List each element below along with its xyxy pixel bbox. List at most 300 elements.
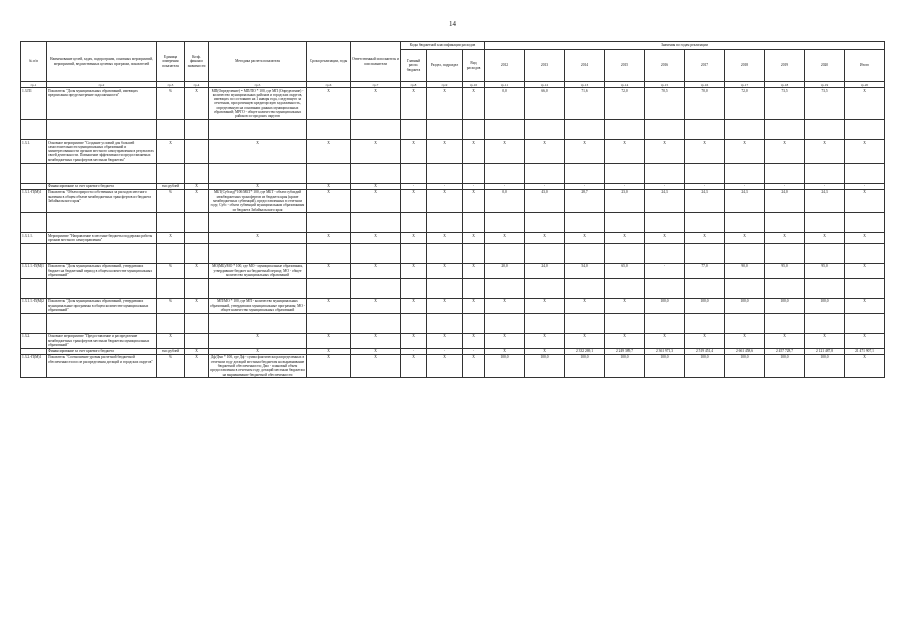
row-year-value: 100,0 bbox=[765, 298, 805, 313]
row-year-value: 73,5 bbox=[765, 88, 805, 120]
header-year-2013: 2013 bbox=[525, 50, 565, 82]
row-year-value: - bbox=[605, 183, 645, 189]
spacer-cell bbox=[463, 213, 485, 233]
column-number-cell: гр.19 bbox=[805, 82, 845, 88]
spacer-cell bbox=[185, 313, 209, 333]
row-method: МБТ(Субсид)*100/МБТ* 100, где МБТ - объем субсидий межбюджетных трансфертов из бюджета края (кроме межбюджетных субвенций), предоставленных в отчетном году; Субс - объем субвенций муниципальным образованиям из бюджета Забайкальского края bbox=[209, 189, 307, 212]
spacer-cell bbox=[185, 278, 209, 298]
spacer-cell bbox=[351, 278, 401, 298]
row-year-value: Х bbox=[485, 233, 525, 244]
column-number-cell: гр.11 bbox=[485, 82, 525, 88]
row-year-value: Х bbox=[845, 333, 885, 348]
row-year-value: Х bbox=[845, 189, 885, 212]
row-grbs: Х bbox=[401, 298, 427, 313]
spacer-cell bbox=[845, 313, 885, 333]
spacer-cell bbox=[845, 213, 885, 233]
program-table-wrapper bbox=[20, 41, 884, 378]
page-number: 14 bbox=[449, 20, 456, 28]
spacer-cell bbox=[21, 278, 47, 298]
row-year-value: 100,0 bbox=[645, 298, 685, 313]
spacer-cell bbox=[427, 120, 463, 140]
spacer-cell bbox=[47, 163, 157, 183]
header-year-2018: 2018 bbox=[725, 50, 765, 82]
row-method: Х bbox=[209, 233, 307, 244]
spacer-cell bbox=[21, 120, 47, 140]
table-row bbox=[21, 189, 885, 212]
header-year-2017: 2017 bbox=[685, 50, 725, 82]
header-expense-type: Вид расходов bbox=[463, 50, 485, 82]
spacer-cell bbox=[685, 278, 725, 298]
spacer-cell bbox=[765, 243, 805, 263]
spacer-cell bbox=[805, 120, 845, 140]
row-code: 1.3.1.-П(М)1 bbox=[21, 189, 47, 212]
spacer-cell bbox=[845, 278, 885, 298]
row-year-value: Х bbox=[485, 298, 525, 313]
row-coef: Х bbox=[185, 354, 209, 377]
row-section: Х bbox=[427, 189, 463, 212]
row-year-value: 100,0 bbox=[725, 298, 765, 313]
row-year-value: 72,0 bbox=[605, 88, 645, 120]
header-year-2014: 2014 bbox=[565, 50, 605, 82]
spacer-cell bbox=[209, 243, 307, 263]
row-responsible: Х bbox=[351, 183, 401, 189]
header-method: Методика расчета показателя bbox=[209, 42, 307, 82]
spacer-cell bbox=[21, 313, 47, 333]
row-year-value: Х bbox=[725, 140, 765, 163]
row-year-value: Х bbox=[485, 333, 525, 348]
spacer-cell bbox=[645, 243, 685, 263]
row-section: Х bbox=[427, 263, 463, 278]
spacer-cell bbox=[21, 243, 47, 263]
row-year-value: - bbox=[805, 183, 845, 189]
row-code: 1.3.1.1.-П(М)1 bbox=[21, 263, 47, 278]
row-year-value: 65,0 bbox=[605, 263, 645, 278]
spacer-cell bbox=[351, 120, 401, 140]
row-unit: % bbox=[157, 189, 185, 212]
row-expense-type: Х bbox=[463, 354, 485, 377]
row-year-value: Х bbox=[525, 298, 565, 313]
table-body bbox=[21, 88, 885, 378]
spacer-cell bbox=[427, 313, 463, 333]
row-code: 1.3.2. bbox=[21, 333, 47, 348]
row-term: Х bbox=[307, 263, 351, 278]
row-method: Х bbox=[209, 348, 307, 354]
column-number-cell: гр.13 bbox=[565, 82, 605, 88]
row-unit: % bbox=[157, 263, 185, 278]
row-year-value: 77,0 bbox=[685, 263, 725, 278]
spacer-cell bbox=[525, 278, 565, 298]
row-expense-type: Х bbox=[463, 88, 485, 120]
row-name: Основное мероприятие "Предоставление и распределение межбюджетных трансфертов местным бюджетам муниципальных образований" bbox=[47, 333, 157, 348]
row-grbs: - bbox=[401, 348, 427, 354]
spacer-cell bbox=[725, 120, 765, 140]
row-year-value: Х bbox=[605, 233, 645, 244]
column-number-cell: гр.14 bbox=[605, 82, 645, 88]
spacer-cell bbox=[845, 120, 885, 140]
row-year-value: 24,3 bbox=[645, 189, 685, 212]
spacer-cell bbox=[805, 163, 845, 183]
row-term: Х bbox=[307, 333, 351, 348]
row-year-value: 43,0 bbox=[525, 189, 565, 212]
column-number-cell: гр.6 bbox=[307, 82, 351, 88]
row-year-value: Х bbox=[685, 140, 725, 163]
row-year-value: 73,5 bbox=[805, 88, 845, 120]
header-year-2015: 2015 bbox=[605, 50, 645, 82]
row-expense-type: Х bbox=[463, 140, 485, 163]
row-year-value: 2 332 269,1 bbox=[565, 348, 605, 354]
row-year-value: Х bbox=[685, 233, 725, 244]
row-year-value: Х bbox=[765, 233, 805, 244]
row-year-value: - bbox=[765, 183, 805, 189]
row-coef: Х bbox=[185, 88, 209, 120]
row-year-value: 100,0 bbox=[525, 354, 565, 377]
row-name: Показатель "Доля муниципальных образований, утвердивших муниципальные программы в общем количестве муниципальных образований" bbox=[47, 298, 157, 313]
row-responsible: Х bbox=[351, 233, 401, 244]
row-year-value: - bbox=[645, 263, 685, 278]
row-term: Х bbox=[307, 298, 351, 313]
row-year-value: 100,0 bbox=[605, 354, 645, 377]
spacer-cell bbox=[765, 213, 805, 233]
row-coef: Х bbox=[185, 298, 209, 313]
row-expense-type: - bbox=[463, 348, 485, 354]
spacer-cell bbox=[525, 213, 565, 233]
spacer-cell bbox=[805, 313, 845, 333]
header-total: Итого bbox=[845, 50, 885, 82]
spacer-cell bbox=[725, 278, 765, 298]
spacer-cell bbox=[605, 278, 645, 298]
row-method: Х bbox=[209, 183, 307, 189]
spacer-cell bbox=[605, 243, 645, 263]
row-grbs: Х bbox=[401, 233, 427, 244]
spacer-cell bbox=[463, 120, 485, 140]
spacer-cell bbox=[209, 278, 307, 298]
row-year-value: Х bbox=[845, 263, 885, 278]
row-unit: Х bbox=[157, 233, 185, 244]
spacer-cell bbox=[47, 243, 157, 263]
spacer-cell bbox=[463, 243, 485, 263]
spacer-cell bbox=[525, 243, 565, 263]
spacer-cell bbox=[765, 120, 805, 140]
spacer-cell bbox=[401, 213, 427, 233]
row-method: Х bbox=[209, 140, 307, 163]
row-year-value: Х bbox=[565, 140, 605, 163]
row-year-value: Х bbox=[845, 140, 885, 163]
row-expense-type: Х bbox=[463, 233, 485, 244]
row-coef: Х bbox=[185, 348, 209, 354]
column-number-cell: гр.8 bbox=[401, 82, 427, 88]
spacer-cell bbox=[401, 120, 427, 140]
spacer-cell bbox=[725, 243, 765, 263]
row-year-value: Х bbox=[525, 348, 565, 354]
spacer-cell bbox=[525, 313, 565, 333]
row-method: МП/МО * 100, где МП - количество муниципальных образований, утвердивших муниципальные программы; МО - общее количество муниципальных образований bbox=[210, 299, 305, 312]
row-section: Х bbox=[427, 354, 463, 377]
row-year-value: Х bbox=[685, 333, 725, 348]
spacer-cell bbox=[427, 278, 463, 298]
header-year-2016: 2016 bbox=[645, 50, 685, 82]
spacer-cell bbox=[351, 313, 401, 333]
row-section: Х bbox=[427, 333, 463, 348]
spacer-cell bbox=[209, 120, 307, 140]
spacer-cell bbox=[157, 163, 185, 183]
spacer-cell bbox=[765, 278, 805, 298]
table-row bbox=[21, 140, 885, 163]
row-year-value: 0,0 bbox=[485, 88, 525, 120]
column-number-cell: гр.10 bbox=[463, 82, 485, 88]
row-year-value: Х bbox=[645, 140, 685, 163]
spacer-cell bbox=[307, 243, 351, 263]
spacer-cell bbox=[685, 120, 725, 140]
row-year-value: 24,0 bbox=[765, 189, 805, 212]
row-grbs: - bbox=[401, 183, 427, 189]
row-year-value: 24,0 bbox=[525, 263, 565, 278]
row-section: Х bbox=[427, 140, 463, 163]
row-year-value: Х bbox=[565, 333, 605, 348]
row-year-value: Х bbox=[525, 333, 565, 348]
header-year-2019: 2019 bbox=[765, 50, 805, 82]
row-section: - bbox=[427, 183, 463, 189]
row-year-value: 20,0 bbox=[485, 263, 525, 278]
spacer-cell bbox=[157, 313, 185, 333]
table-row bbox=[21, 333, 885, 348]
row-year-value: Х bbox=[565, 233, 605, 244]
header-year-2020: 2020 bbox=[805, 50, 845, 82]
spacer-cell bbox=[765, 163, 805, 183]
spacer-cell bbox=[185, 163, 209, 183]
row-year-value: 2 519 451,4 bbox=[685, 348, 725, 354]
header-unit: Единица измерения показателя bbox=[157, 42, 185, 82]
column-number-cell: гр.15 bbox=[645, 82, 685, 88]
row-coef: Х bbox=[185, 183, 209, 189]
row-term: Х bbox=[307, 189, 351, 212]
row-year-value: Х bbox=[805, 233, 845, 244]
row-term: Х bbox=[307, 88, 351, 120]
row-spacer bbox=[21, 278, 885, 298]
column-number-cell: гр.20 bbox=[845, 82, 885, 88]
row-year-value: Х bbox=[765, 333, 805, 348]
spacer-cell bbox=[485, 163, 525, 183]
spacer-cell bbox=[351, 213, 401, 233]
row-spacer bbox=[21, 213, 885, 233]
spacer-cell bbox=[427, 213, 463, 233]
row-grbs: Х bbox=[401, 263, 427, 278]
spacer-cell bbox=[565, 243, 605, 263]
row-year-value: 100,0 bbox=[685, 298, 725, 313]
row-year-value: 71,6 bbox=[565, 88, 605, 120]
spacer-cell bbox=[401, 278, 427, 298]
row-name: Финансирование за счет краевого бюджета bbox=[47, 183, 157, 189]
row-coef: Х bbox=[185, 189, 209, 212]
spacer-cell bbox=[685, 163, 725, 183]
table-row bbox=[21, 233, 885, 244]
row-year-value: 2 661 458,6 bbox=[725, 348, 765, 354]
spacer-cell bbox=[645, 120, 685, 140]
row-name: Основное мероприятие "Создание условий для большей самостоятельности муниципальных образований и заинтересованности органов местного самоуправления в результатах своей деятельности. Повышение эффективности предоставляемых межбюджетных трансфертов местным бюджетам" bbox=[47, 140, 157, 163]
row-year-value: 100,0 bbox=[685, 354, 725, 377]
spacer-cell bbox=[185, 243, 209, 263]
spacer-cell bbox=[401, 313, 427, 333]
row-year-value: 100,0 bbox=[645, 354, 685, 377]
row-year-value: Х bbox=[845, 354, 885, 377]
spacer-cell bbox=[845, 163, 885, 183]
row-expense-type: - bbox=[463, 183, 485, 189]
spacer-cell bbox=[427, 163, 463, 183]
row-responsible: Х bbox=[351, 189, 401, 212]
row-grbs: Х bbox=[401, 189, 427, 212]
spacer-cell bbox=[21, 213, 47, 233]
row-year-value: Х bbox=[605, 333, 645, 348]
row-year-value: 100,0 bbox=[485, 354, 525, 377]
column-number-cell: гр.9 bbox=[427, 82, 463, 88]
row-method: Дф/Дмо * 100, где Дф - сумма фактически распределенных в отчетном году дотаций местным бюджетам на выравнивание бюджетной обеспеченности; Дмо - плановый объем предоставления в отчетном году дотаций местным бюджетам на выравнивание бюджетной обеспеченности bbox=[210, 355, 305, 377]
row-coef bbox=[185, 333, 209, 348]
row-year-value: - bbox=[685, 183, 725, 189]
spacer-cell bbox=[185, 120, 209, 140]
header-grbs: Главный распо. бюджета bbox=[401, 50, 427, 82]
row-term: Х bbox=[307, 233, 351, 244]
spacer-cell bbox=[525, 120, 565, 140]
row-year-value: - bbox=[845, 183, 885, 189]
program-indicators-table bbox=[20, 41, 885, 378]
row-year-value: Х bbox=[525, 233, 565, 244]
spacer-cell bbox=[463, 313, 485, 333]
spacer-cell bbox=[645, 213, 685, 233]
spacer-cell bbox=[351, 243, 401, 263]
row-expense-type: Х bbox=[463, 189, 485, 212]
spacer-cell bbox=[845, 243, 885, 263]
spacer-cell bbox=[605, 313, 645, 333]
spacer-cell bbox=[645, 278, 685, 298]
spacer-cell bbox=[485, 243, 525, 263]
spacer-cell bbox=[47, 213, 157, 233]
row-year-value: - bbox=[725, 183, 765, 189]
spacer-cell bbox=[157, 243, 185, 263]
row-year-value: 0,0 bbox=[485, 189, 525, 212]
header-year-2012: 2012 bbox=[485, 50, 525, 82]
row-name: Мероприятие "Направление в местные бюджеты поддержки работы органов местного самоуправления" bbox=[47, 233, 157, 244]
header-coef: Коэф. финансо значимости bbox=[185, 42, 209, 82]
spacer-cell bbox=[157, 120, 185, 140]
spacer-cell bbox=[565, 313, 605, 333]
row-year-value: 100,0 bbox=[805, 354, 845, 377]
row-year-value: Х bbox=[725, 333, 765, 348]
column-number-cell: гр.5 bbox=[209, 82, 307, 88]
spacer-cell bbox=[725, 313, 765, 333]
row-year-value: Х bbox=[845, 298, 885, 313]
row-responsible: Х bbox=[351, 354, 401, 377]
row-spacer bbox=[21, 243, 885, 263]
spacer-cell bbox=[805, 213, 845, 233]
spacer-cell bbox=[605, 120, 645, 140]
row-method: МО(МБ)/МО * 100, где МО - муниципальные образования, утвердившие бюджет на бюджетный период; МО - общее количество муниципальных образований bbox=[209, 263, 307, 278]
spacer-cell bbox=[307, 313, 351, 333]
row-year-value: 54,0 bbox=[565, 263, 605, 278]
row-year-value: 100,0 bbox=[725, 354, 765, 377]
row-grbs: Х bbox=[401, 354, 427, 377]
row-unit: Х bbox=[157, 333, 185, 348]
row-year-value: 24,3 bbox=[805, 189, 845, 212]
column-number-cell: гр.17 bbox=[725, 82, 765, 88]
row-name: Показатель "Доля муниципальных образований, утвердивших бюджет на бюджетный период в общем количестве муниципальных образований" bbox=[47, 263, 157, 278]
row-name: Финансирование за счет краевого бюджета bbox=[47, 348, 157, 354]
spacer-cell bbox=[525, 163, 565, 183]
spacer-cell bbox=[157, 278, 185, 298]
column-number-cell: гр.4 bbox=[185, 82, 209, 88]
row-year-value: 23,0 bbox=[605, 189, 645, 212]
spacer-cell bbox=[307, 278, 351, 298]
spacer-cell bbox=[157, 213, 185, 233]
row-grbs: Х bbox=[401, 333, 427, 348]
header-budget-codes: Коды бюджетной классификации расходов bbox=[401, 42, 485, 50]
header-name: Наименование целей, задач, подпрограмм, основных мероприятий, мероприятий, ведомственных целевых программ, показателей bbox=[47, 42, 157, 82]
spacer-cell bbox=[485, 213, 525, 233]
spacer-cell bbox=[805, 278, 845, 298]
row-expense-type: Х bbox=[463, 263, 485, 278]
row-code: 1.3.1.1. bbox=[21, 233, 47, 244]
header-term: Сроки реализации, годы bbox=[307, 42, 351, 82]
spacer-cell bbox=[185, 213, 209, 233]
row-year-value: Х bbox=[845, 88, 885, 120]
row-code: 1.3.П1 bbox=[21, 88, 47, 120]
row-unit: % bbox=[157, 88, 185, 120]
row-year-value: 100,0 bbox=[765, 354, 805, 377]
row-section: Х bbox=[427, 233, 463, 244]
row-year-value: 72,0 bbox=[725, 88, 765, 120]
row-year-value: 100,0 bbox=[805, 298, 845, 313]
spacer-cell bbox=[209, 213, 307, 233]
row-term: Х bbox=[307, 183, 351, 189]
spacer-cell bbox=[605, 163, 645, 183]
spacer-cell bbox=[463, 163, 485, 183]
row-term: Х bbox=[307, 348, 351, 354]
row-year-value: - bbox=[485, 183, 525, 189]
row-year-value: Х bbox=[645, 233, 685, 244]
row-spacer bbox=[21, 313, 885, 333]
spacer-cell bbox=[401, 243, 427, 263]
spacer-cell bbox=[685, 213, 725, 233]
row-year-value: 24,3 bbox=[725, 189, 765, 212]
row-responsible: Х bbox=[351, 333, 401, 348]
spacer-cell bbox=[485, 120, 525, 140]
column-number-cell: гр.1 bbox=[21, 82, 47, 88]
row-year-value: Х bbox=[525, 140, 565, 163]
spacer-cell bbox=[565, 213, 605, 233]
column-number-cell: гр.12 bbox=[525, 82, 565, 88]
row-section: Х bbox=[427, 88, 463, 120]
spacer-cell bbox=[565, 120, 605, 140]
row-term: Х bbox=[307, 354, 351, 377]
spacer-cell bbox=[805, 243, 845, 263]
table-row bbox=[21, 263, 885, 278]
row-year-value: Х bbox=[645, 333, 685, 348]
row-expense-type: Х bbox=[463, 333, 485, 348]
spacer-cell bbox=[725, 163, 765, 183]
row-section: Х bbox=[427, 298, 463, 313]
row-unit: тыс.рублей bbox=[157, 183, 185, 189]
row-unit: Х bbox=[157, 140, 185, 163]
spacer-cell bbox=[209, 163, 307, 183]
row-year-value: - bbox=[645, 183, 685, 189]
header-values-by-year: Значения по годам реализации bbox=[485, 42, 885, 50]
row-year-value: Х bbox=[725, 233, 765, 244]
row-name: Показатель "Объем прироста собственных за расходов местного значения в общем объеме межбюджетных трансфертов из бюджета Забайкальского края" bbox=[47, 189, 157, 212]
row-expense-type: Х bbox=[463, 298, 485, 313]
header-responsible: Ответственный исполнитель и соисполнители bbox=[351, 42, 401, 82]
spacer-cell bbox=[401, 163, 427, 183]
spacer-cell bbox=[605, 213, 645, 233]
row-responsible: Х bbox=[351, 298, 401, 313]
spacer-cell bbox=[685, 313, 725, 333]
